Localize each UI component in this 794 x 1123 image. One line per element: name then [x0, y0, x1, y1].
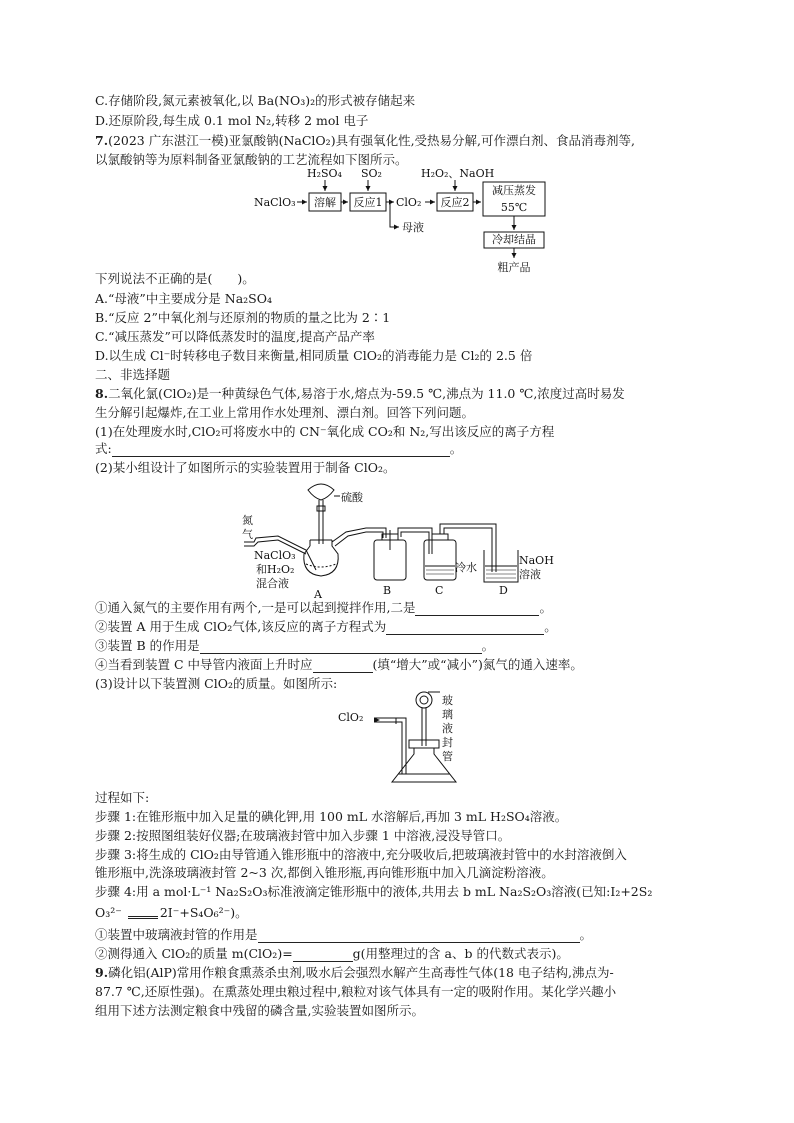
equation-arrow — [128, 908, 158, 919]
q8-part3-sub1 — [95, 927, 592, 943]
label-naoh-1: NaOH — [519, 554, 554, 567]
flow-label-h2so4: H₂SO₄ — [307, 167, 342, 180]
step-3: 步骤 3:将生成的 ClO₂由导管通入锥形瓶中的溶液中,充分吸收后,把玻璃液封管中的水封溶液倒入 — [95, 847, 627, 862]
answer-blank[interactable] — [112, 443, 450, 457]
question-7-stem — [95, 133, 635, 149]
equation-close: )。 — [230, 905, 248, 920]
q7-option-d: D.以生成 Cl⁻时转移电子数目来衡量,相同质量 ClO₂的消毒能力是 Cl₂的 2.5 倍 — [95, 348, 533, 363]
flow-start-naclo3: NaClO₃ — [254, 196, 296, 209]
flow-box4-line2: 55℃ — [500, 201, 528, 214]
label-tube-1: 玻 — [442, 694, 453, 707]
step-4-equation — [95, 905, 248, 921]
answer-blank[interactable] — [386, 621, 544, 635]
question-7-stem-2: 以氯酸钠等为原料制备亚氯酸钠的工艺流程如下图所示。 — [95, 152, 408, 167]
period: 。 — [539, 600, 552, 615]
label-tube-3: 液 — [442, 722, 453, 735]
question-number: 8. — [95, 386, 109, 401]
q8-part3-sub1-text: ①装置中玻璃液封管的作用是 — [95, 927, 258, 942]
q8-part3-sub2 — [95, 946, 569, 962]
q8-part1: (1)在处理废水时,ClO₂可将废水中的 CN⁻氧化成 CO₂和 N₂,写出该反应的离子方程 — [95, 424, 555, 439]
label-nitrogen-2: 气 — [242, 528, 253, 541]
label-c: C — [435, 584, 444, 597]
q8-sub1-text: ①通入氮气的主要作用有两个,一是可以起到搅拌作用,二是 — [95, 600, 416, 615]
question-7-prompt: 下列说法不正确的是( )。 — [95, 271, 255, 286]
step-1: 步骤 1:在锥形瓶中加入足量的碘化钾,用 100 mL 水溶解后,再加 3 mL H₂SO₄溶液。 — [95, 809, 568, 824]
q7-option-b: B.“反应 2”中氧化剂与还原剂的物质的量之比为 2∶1 — [95, 310, 391, 325]
question-8-stem — [95, 386, 625, 402]
q8-part2: (2)某小组设计了如图所示的实验装置用于制备 ClO₂。 — [95, 460, 396, 475]
q8-sub2 — [95, 619, 557, 635]
flow-box3: 反应2 — [440, 196, 470, 209]
answer-blank[interactable] — [313, 659, 373, 673]
period: 。 — [544, 619, 557, 634]
period: 。 — [579, 927, 593, 942]
label-naoh-2: 溶液 — [519, 568, 541, 581]
q8-sub1 — [95, 600, 552, 616]
answer-blank[interactable] — [258, 929, 580, 943]
q8-part3-sub2-text-2: g(用整理过的含 a、b 的代数式表示)。 — [352, 946, 569, 961]
flask-apparatus — [336, 688, 460, 788]
question-text: 磷化铝(AlP)常用作粮食熏蒸杀虫剂,吸水后会强烈水解产生高毒性气体(18 电子结构,沸点为- — [108, 965, 614, 980]
equation-right: 2I⁻+S₄O₆²⁻ — [159, 905, 231, 920]
label-tube-2: 璃 — [442, 708, 453, 721]
question-text: 二氧化氯(ClO₂)是一种黄绿色气体,易溶于水,熔点为-59.5 ℃,沸点为 11.0 ℃,浓度过高时易发 — [108, 386, 625, 401]
label-a: A — [314, 588, 322, 600]
dropping-funnel — [308, 484, 334, 500]
label-d: D — [499, 584, 508, 597]
label-mixture-3: 混合液 — [256, 577, 289, 590]
label-tube-5: 管 — [442, 750, 453, 763]
apparatus-diagram — [236, 474, 566, 600]
answer-blank[interactable] — [200, 640, 482, 654]
flow-box5: 冷却结晶 — [492, 233, 536, 246]
period: 。 — [481, 638, 495, 653]
flow-label-so2: SO₂ — [361, 167, 382, 180]
q8-sub3-text: ③装置 B 的作用是 — [95, 638, 200, 653]
flow-box1: 溶解 — [314, 196, 336, 209]
option-d: D.还原阶段,每生成 0.1 mol N₂,转移 2 mol 电子 — [95, 113, 369, 128]
q8-sub4-text: ④当看到装置 C 中导管内液面上升时应 — [95, 657, 313, 672]
q8-sub2-text: ②装置 A 用于生成 ClO₂气体,该反应的离子方程式为 — [95, 619, 387, 634]
label-clo2-gas: ClO₂ — [338, 711, 364, 724]
flow-box4-line1: 减压蒸发 — [492, 184, 536, 197]
flow-box2: 反应1 — [353, 196, 383, 209]
label-mixture-1: NaClO₃ — [254, 549, 296, 562]
question-9-stem-2: 87.7 ℃,还原性强)。在熏蒸处理虫粮过程中,粮粒对该气体具有一定的吸附作用。某化学兴趣小 — [95, 984, 617, 999]
flow-product: 粗产品 — [497, 261, 531, 274]
step-3-cont: 锥形瓶中,洗涤玻璃液封管 2~3 次,都倒入锥形瓶,再向锥形瓶中加入几滴淀粉溶液。 — [95, 865, 554, 880]
label-nitrogen-1: 氮 — [242, 514, 253, 527]
q8-sub4-text-2: (填“增大”或“减小”)氮气的通入速率。 — [372, 657, 583, 672]
question-number: 9. — [95, 965, 109, 980]
section-heading: 二、非选择题 — [95, 367, 171, 382]
flow-mother-liquor: 母液 — [402, 221, 424, 234]
question-8-stem-2: 生分解引起爆炸,在工业上常用作水处理剂、漂白剂。回答下列问题。 — [95, 405, 474, 420]
q8-part3-sub2-text: ②测得通入 ClO₂的质量 m(ClO₂)= — [95, 946, 293, 961]
three-neck-flask — [304, 540, 338, 576]
question-text: (2023 广东湛江一模)亚氯酸钠(NaClO₂)具有强氧化性,受热易分解,可作漂白剂、食品消毒剂等, — [108, 133, 635, 148]
q7-option-c: C.“减压蒸发”可以降低蒸发时的温度,提高产品产率 — [95, 329, 375, 344]
liquid-seal-bulb — [416, 692, 432, 708]
q8-part1-prefix: 式: — [95, 441, 112, 456]
step-4: 步骤 4:用 a mol·L⁻¹ Na₂S₂O₃标准液滴定锥形瓶中的液体,共用去 b mL Na₂S₂O₃溶液(已知:I₂+2S₂ — [95, 884, 653, 899]
flow-label-h2o2-naoh: H₂O₂、NaOH — [421, 167, 495, 180]
q8-sub3 — [95, 638, 494, 654]
answer-blank[interactable] — [293, 948, 353, 962]
procedure-heading: 过程如下: — [95, 790, 150, 805]
option-c: C.存储阶段,氮元素被氧化,以 Ba(NO₃)₂的形式被存储起来 — [95, 93, 416, 108]
process-flow-chart — [250, 165, 560, 277]
q8-part1-answer — [95, 441, 462, 457]
q7-option-a: A.“母液”中主要成分是 Na₂SO₄ — [95, 291, 272, 306]
question-9-stem-3: 组用下述方法测定粮食中残留的磷含量,实验装置如图所示。 — [95, 1003, 424, 1018]
q8-part3: (3)设计以下装置测 ClO₂的质量。如图所示: — [95, 676, 338, 691]
label-tube-4: 封 — [442, 736, 453, 749]
step-2: 步骤 2:按照图组装好仪器;在玻璃液封管中加入步骤 1 中溶液,浸没导管口。 — [95, 828, 511, 843]
stopper — [409, 740, 439, 748]
label-b: B — [383, 584, 392, 597]
question-number: 7. — [95, 133, 109, 148]
flow-mid-clo2: ClO₂ — [396, 196, 422, 209]
period: 。 — [449, 441, 463, 456]
answer-blank[interactable] — [415, 602, 539, 616]
equation-left: O₃²⁻ — [95, 905, 122, 920]
label-mixture-2: 和H₂O₂ — [256, 563, 295, 576]
q8-sub4 — [95, 657, 583, 673]
label-sulfuric-acid: 硫酸 — [341, 491, 363, 504]
label-cold-water: 冷水 — [455, 561, 477, 574]
question-9-stem — [95, 965, 614, 981]
